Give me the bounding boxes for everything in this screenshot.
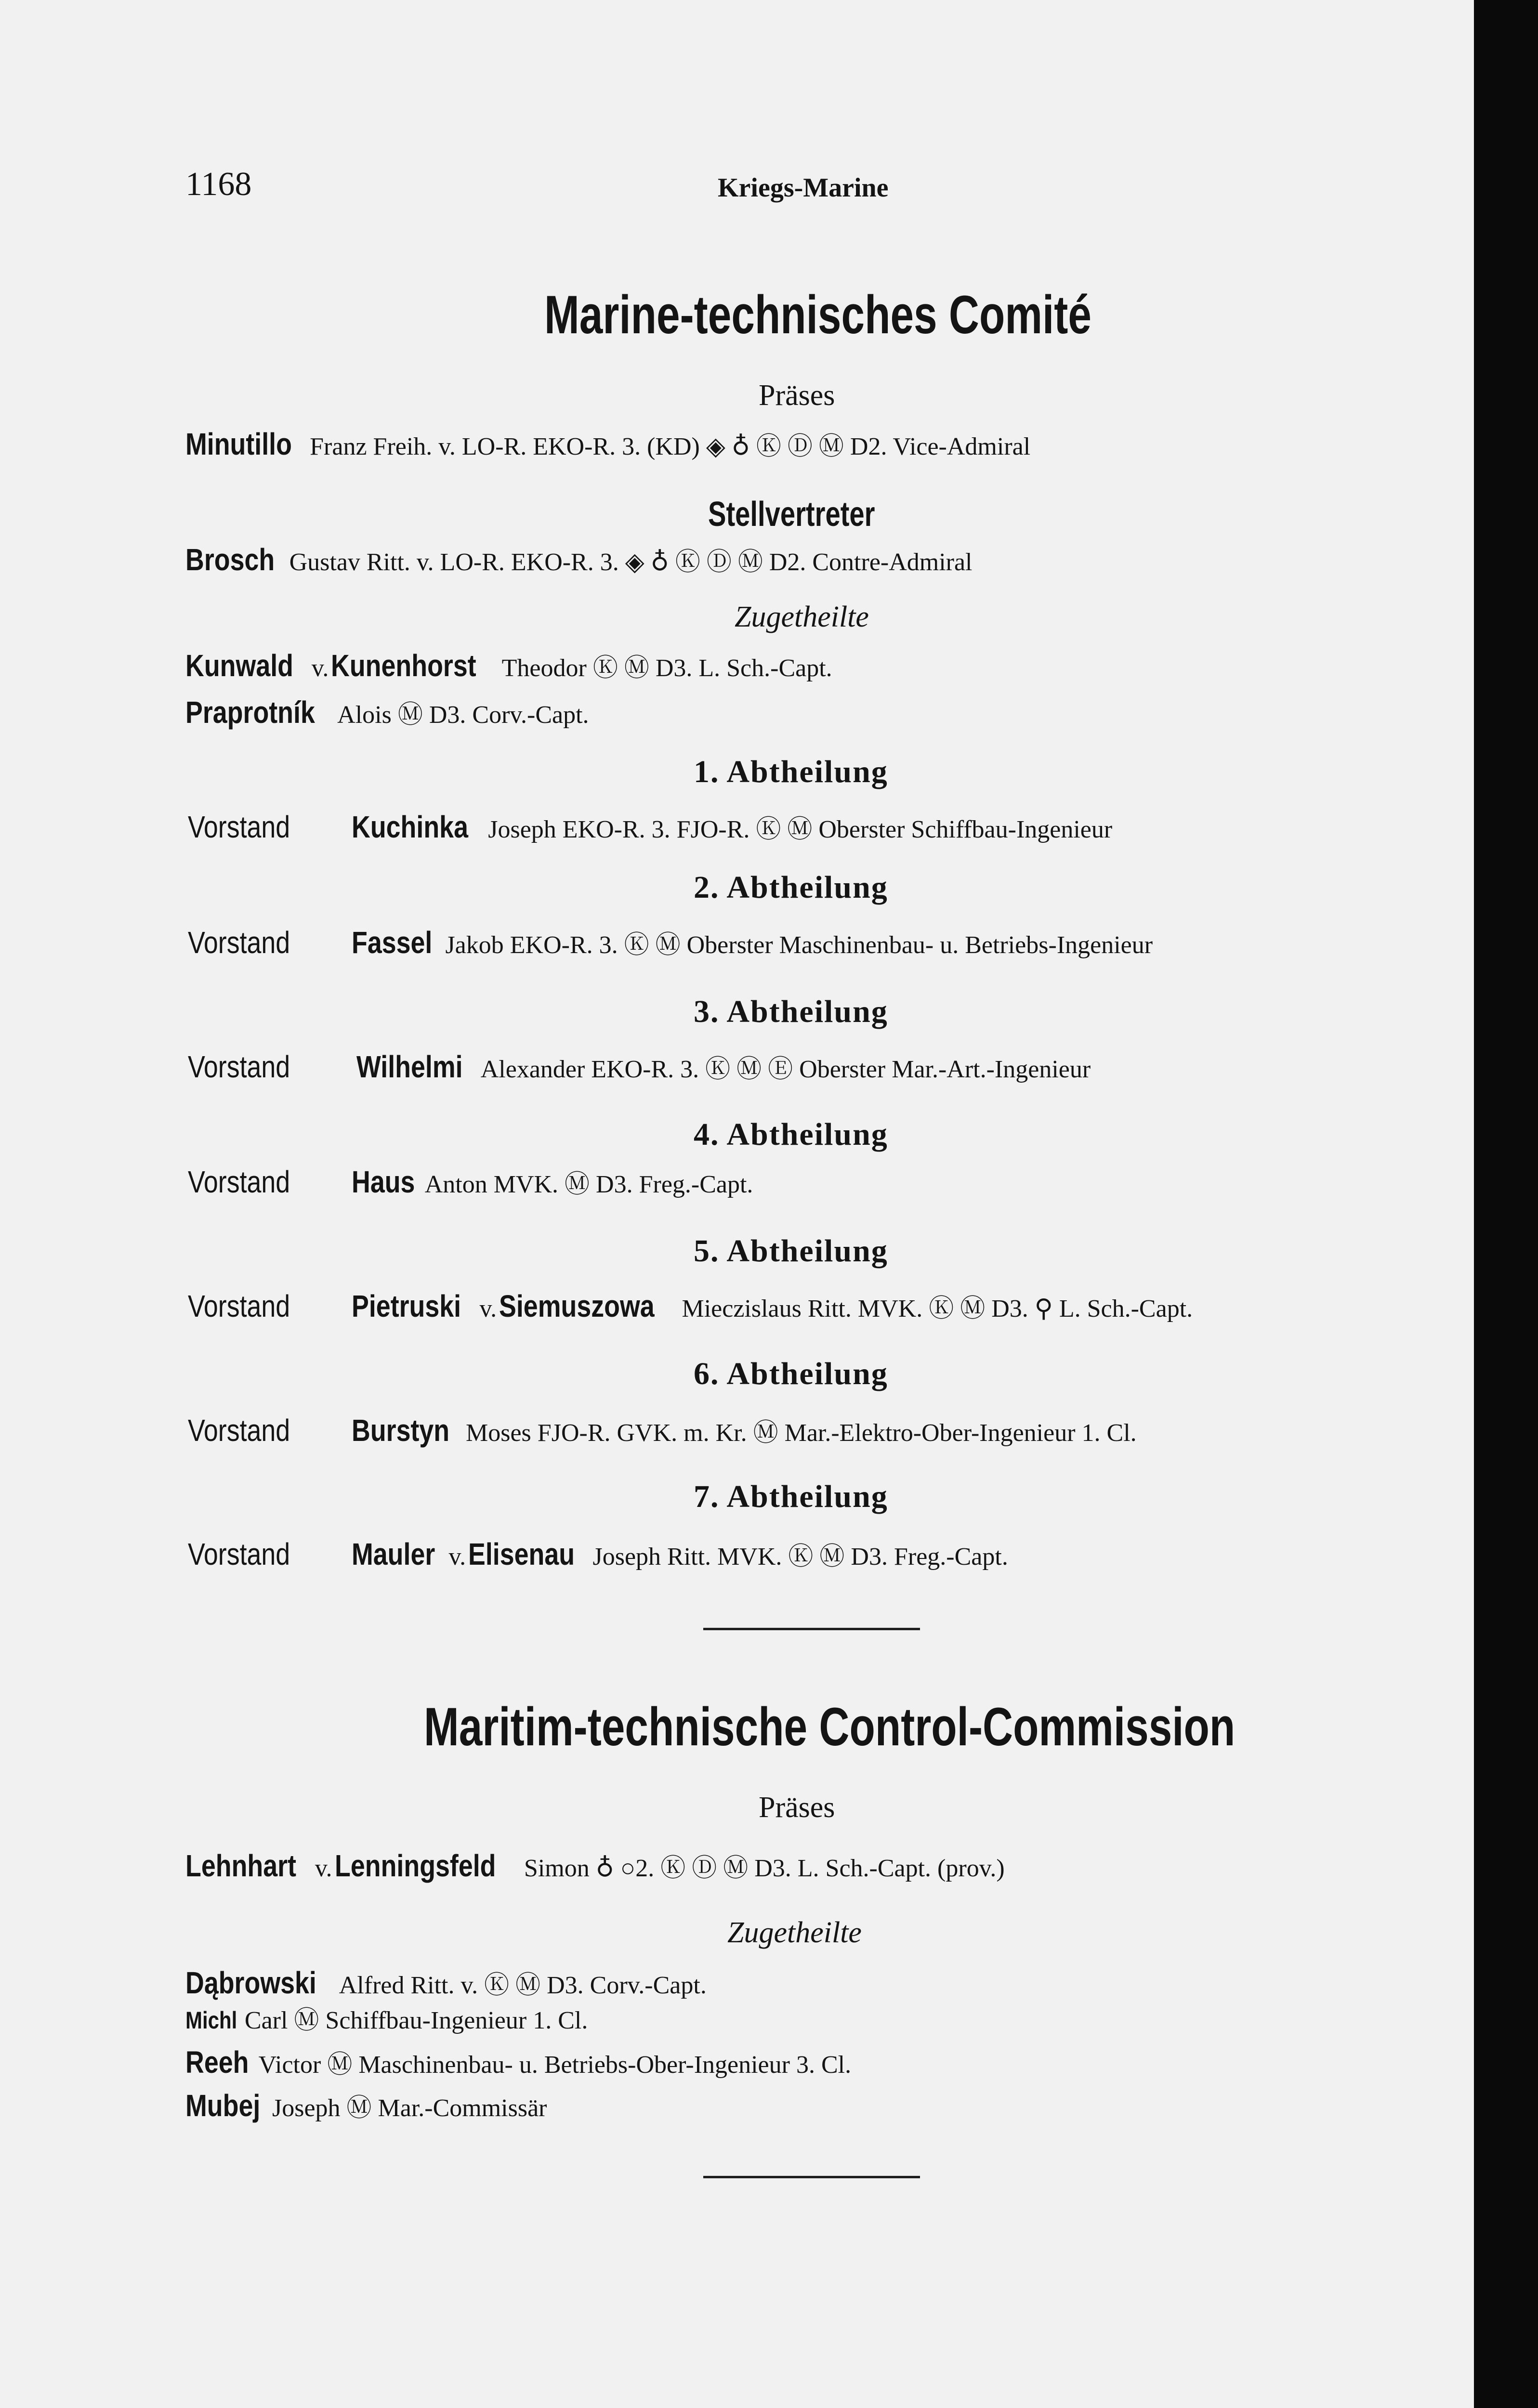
person-details: Simon ♁ ○2. Ⓚ Ⓓ Ⓜ D3. L. Sch.-Capt. (prov.)	[524, 1855, 1005, 1882]
person-name: Dąbrowski	[185, 1965, 316, 2000]
person-name: Mauler	[352, 1537, 435, 1571]
person-details: Gustav Ritt. v. LO-R. EKO-R. 3. ◈ ♁ Ⓚ Ⓓ Ⓜ D2. Contre-Admiral	[289, 549, 973, 576]
abtheilung-row	[188, 927, 1153, 958]
person-details: Mieczislaus Ritt. MVK. Ⓚ Ⓜ D3. ⚲ L. Sch.-Capt.	[682, 1295, 1193, 1322]
person-name: Wilhelmi	[356, 1049, 463, 1084]
person-name-suffix: Elisenau	[468, 1537, 575, 1571]
stellvertreter-label: Stellvertreter	[708, 495, 875, 534]
section-title-commission: Maritim-technische Control-Commission	[424, 1697, 1236, 1757]
person-details: Anton MVK. Ⓜ D3. Freg.-Capt.	[424, 1171, 753, 1198]
zugetheilte-label: Zugetheilte	[727, 1916, 862, 1949]
praeses-label: Präses	[759, 379, 835, 412]
person-name: Pietruski	[352, 1289, 461, 1323]
vorstand-label: Vorstand	[188, 1165, 290, 1199]
name-particle: v.	[448, 1543, 466, 1570]
person-name: Fassel	[352, 925, 433, 960]
abtheilung-heading: 2. Abtheilung	[694, 870, 888, 905]
list-item	[185, 1967, 707, 1998]
person-name: Kunwald	[185, 648, 293, 683]
abtheilung-row	[188, 1539, 1008, 1570]
person-name: Kuchinka	[352, 810, 469, 844]
person-details: Franz Freih. v. LO-R. EKO-R. 3. (KD) ◈ ♁ Ⓚ Ⓓ Ⓜ D2. Vice-Admiral	[310, 433, 1031, 460]
abtheilung-heading: 5. Abtheilung	[694, 1233, 888, 1269]
person-name: Michl	[185, 2007, 237, 2034]
person-name-suffix: Lenningsfeld	[334, 1848, 496, 1883]
abtheilung-heading: 3. Abtheilung	[694, 994, 888, 1029]
abtheilung-row	[188, 1166, 753, 1197]
name-particle: v.	[311, 654, 329, 682]
name-particle: v.	[315, 1855, 332, 1882]
person-details: Joseph Ⓜ Mar.-Commissär	[272, 2094, 547, 2122]
person-name: Haus	[352, 1165, 415, 1199]
person-details: Alexander EKO-R. 3. Ⓚ Ⓜ Ⓔ Oberster Mar.-Art.-Ingenieur	[480, 1056, 1091, 1083]
list-item	[185, 2090, 547, 2121]
person-details: Theodor Ⓚ Ⓜ D3. L. Sch.-Capt.	[501, 654, 832, 682]
person-details: Joseph EKO-R. 3. FJO-R. Ⓚ Ⓜ Oberster Schiffbau-Ingenieur	[488, 816, 1113, 843]
abtheilung-heading: 6. Abtheilung	[694, 1356, 888, 1391]
zugetheilte-label: Zugetheilte	[735, 601, 869, 633]
page-number: 1168	[185, 166, 252, 203]
person-name: Minutillo	[185, 427, 292, 461]
person-details: Alois Ⓜ D3. Corv.-Capt.	[337, 701, 589, 729]
abtheilung-row	[188, 1415, 1137, 1446]
praeses-row	[185, 429, 1030, 459]
list-item	[185, 2047, 851, 2078]
vorstand-label: Vorstand	[188, 810, 290, 844]
vorstand-label: Vorstand	[188, 1049, 290, 1084]
person-details: Alfred Ritt. v. Ⓚ Ⓜ D3. Corv.-Capt.	[339, 1972, 707, 1999]
section-divider	[703, 2176, 920, 2178]
person-name: Reeh	[185, 2045, 249, 2080]
list-item	[185, 650, 832, 681]
name-particle: v.	[479, 1295, 497, 1322]
person-name-suffix: Siemuszowa	[499, 1289, 655, 1323]
person-details: Joseph Ritt. MVK. Ⓚ Ⓜ D3. Freg.-Capt.	[592, 1543, 1008, 1570]
abtheilung-row	[188, 1051, 1091, 1082]
vorstand-label: Vorstand	[188, 1413, 290, 1448]
abtheilung-heading: 4. Abtheilung	[694, 1117, 888, 1152]
vorstand-label: Vorstand	[188, 1537, 290, 1571]
section-divider	[703, 1628, 920, 1630]
person-name: Brosch	[185, 542, 275, 577]
person-name: Lehnhart	[185, 1848, 296, 1883]
running-title: Kriegs-Marine	[718, 173, 889, 203]
person-name-suffix: Kunenhorst	[331, 648, 477, 683]
stellvertreter-row	[185, 544, 973, 575]
person-details: Moses FJO-R. GVK. m. Kr. Ⓜ Mar.-Elektro-Ober-Ingenieur 1. Cl.	[466, 1419, 1137, 1447]
praeses-label: Präses	[759, 1791, 835, 1824]
list-item	[185, 2008, 588, 2033]
person-details: Carl Ⓜ Schiffbau-Ingenieur 1. Cl.	[244, 2007, 588, 2034]
person-details: Victor Ⓜ Maschinenbau- u. Betriebs-Ober-Ingenieur 3. Cl.	[258, 2051, 852, 2079]
abtheilung-heading: 7. Abtheilung	[694, 1479, 888, 1514]
vorstand-label: Vorstand	[188, 1289, 290, 1323]
person-details: Jakob EKO-R. 3. Ⓚ Ⓜ Oberster Maschinenbau- u. Betriebs-Ingenieur	[445, 931, 1153, 959]
person-name: Mubej	[185, 2088, 261, 2123]
person-name: Burstyn	[352, 1413, 450, 1448]
section-title-comite: Marine-technisches Comité	[544, 285, 1091, 345]
list-item	[185, 697, 589, 728]
vorstand-label: Vorstand	[188, 925, 290, 960]
page-edge-shadow	[1474, 0, 1538, 2408]
person-name: Praprotník	[185, 695, 315, 730]
abtheilung-row	[188, 1291, 1193, 1322]
abtheilung-heading: 1. Abtheilung	[694, 754, 888, 789]
abtheilung-row	[188, 811, 1112, 842]
commission-praeses-row	[185, 1850, 1005, 1881]
